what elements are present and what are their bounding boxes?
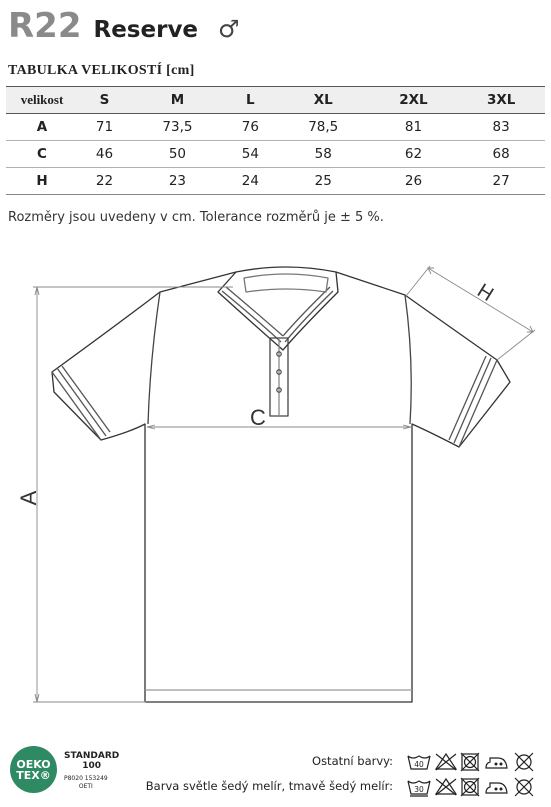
- table-cell: 62: [370, 141, 458, 168]
- dimension-c-label: C: [250, 405, 266, 430]
- cert-number-line: P8020 153249: [64, 775, 108, 782]
- size-column-header: 2XL: [370, 87, 458, 114]
- care-label-other-colors: Ostatní barvy:: [312, 754, 393, 768]
- size-row-header: velikost: [6, 87, 78, 114]
- iron-icon: [486, 758, 507, 768]
- tolerance-note: Rozměry jsou uvedeny v cm. Tolerance rozměrů je ± 5 %.: [8, 210, 384, 225]
- standard-number: 100: [82, 761, 102, 771]
- table-cell: 22: [78, 168, 131, 195]
- table-cell: 50: [131, 141, 224, 168]
- product-name: Reserve: [93, 17, 199, 43]
- left-sleeve-cuff: [52, 366, 110, 440]
- size-column-header: XL: [277, 87, 370, 114]
- table-cell: 27: [457, 168, 545, 195]
- wash-icon: [408, 781, 430, 796]
- care-icons-row: [406, 777, 541, 797]
- iron-icon: [486, 783, 507, 793]
- table-cell: 25: [277, 168, 370, 195]
- shirt-body-outline: [52, 272, 510, 702]
- size-column-header: S: [78, 87, 131, 114]
- no-tumble-dry-icon: [461, 778, 479, 796]
- oeko-standard: [64, 751, 119, 771]
- svg-text:30: 30: [414, 785, 424, 794]
- table-cell: 83: [457, 114, 545, 141]
- right-sleeve-cuff: [449, 356, 497, 447]
- care-icons-row: [406, 752, 541, 772]
- svg-text:40: 40: [414, 760, 424, 769]
- product-code: R22: [8, 6, 82, 46]
- oeko-logo-line: TEX®: [16, 768, 51, 782]
- table-cell: 68: [457, 141, 545, 168]
- table-cell: 24: [224, 168, 277, 195]
- size-column-header: L: [224, 87, 277, 114]
- table-cell: 73,5: [131, 114, 224, 141]
- table-cell: 71: [78, 114, 131, 141]
- table-cell: 46: [78, 141, 131, 168]
- standard-label: STANDARD: [64, 751, 120, 761]
- size-table-title: TABULKA VELIKOSTÍ [cm]: [8, 63, 195, 78]
- dimension-a-label: A: [16, 490, 41, 506]
- table-cell: 26: [370, 168, 458, 195]
- no-dry-clean-icon: [515, 778, 533, 796]
- table-cell: 23: [131, 168, 224, 195]
- wash-icon: [408, 756, 430, 769]
- size-column-header: M: [131, 87, 224, 114]
- measurement-label: C: [6, 141, 78, 168]
- no-bleach-icon: [436, 779, 456, 795]
- no-dry-clean-icon: [515, 753, 533, 771]
- table-cell: 81: [370, 114, 458, 141]
- cert-number-line: OETI: [78, 783, 93, 790]
- no-bleach-icon: [436, 754, 456, 770]
- dimension-h-label: H: [473, 279, 498, 307]
- certificate-number: [64, 775, 108, 791]
- male-gender-icon: ♂: [218, 15, 240, 43]
- size-column-header: 3XL: [457, 87, 545, 114]
- table-cell: 54: [224, 141, 277, 168]
- measurement-label: A: [6, 114, 78, 141]
- no-tumble-dry-icon: [461, 753, 479, 771]
- oeko-tex-logo: [10, 746, 57, 793]
- table-cell: 58: [277, 141, 370, 168]
- measurement-label: H: [6, 168, 78, 195]
- table-cell: 76: [224, 114, 277, 141]
- oeko-logo-line: OEKO: [16, 757, 51, 771]
- table-cell: 78,5: [277, 114, 370, 141]
- care-label-melange-colors: Barva světle šedý melír, tmavě šedý melír:: [145, 779, 393, 793]
